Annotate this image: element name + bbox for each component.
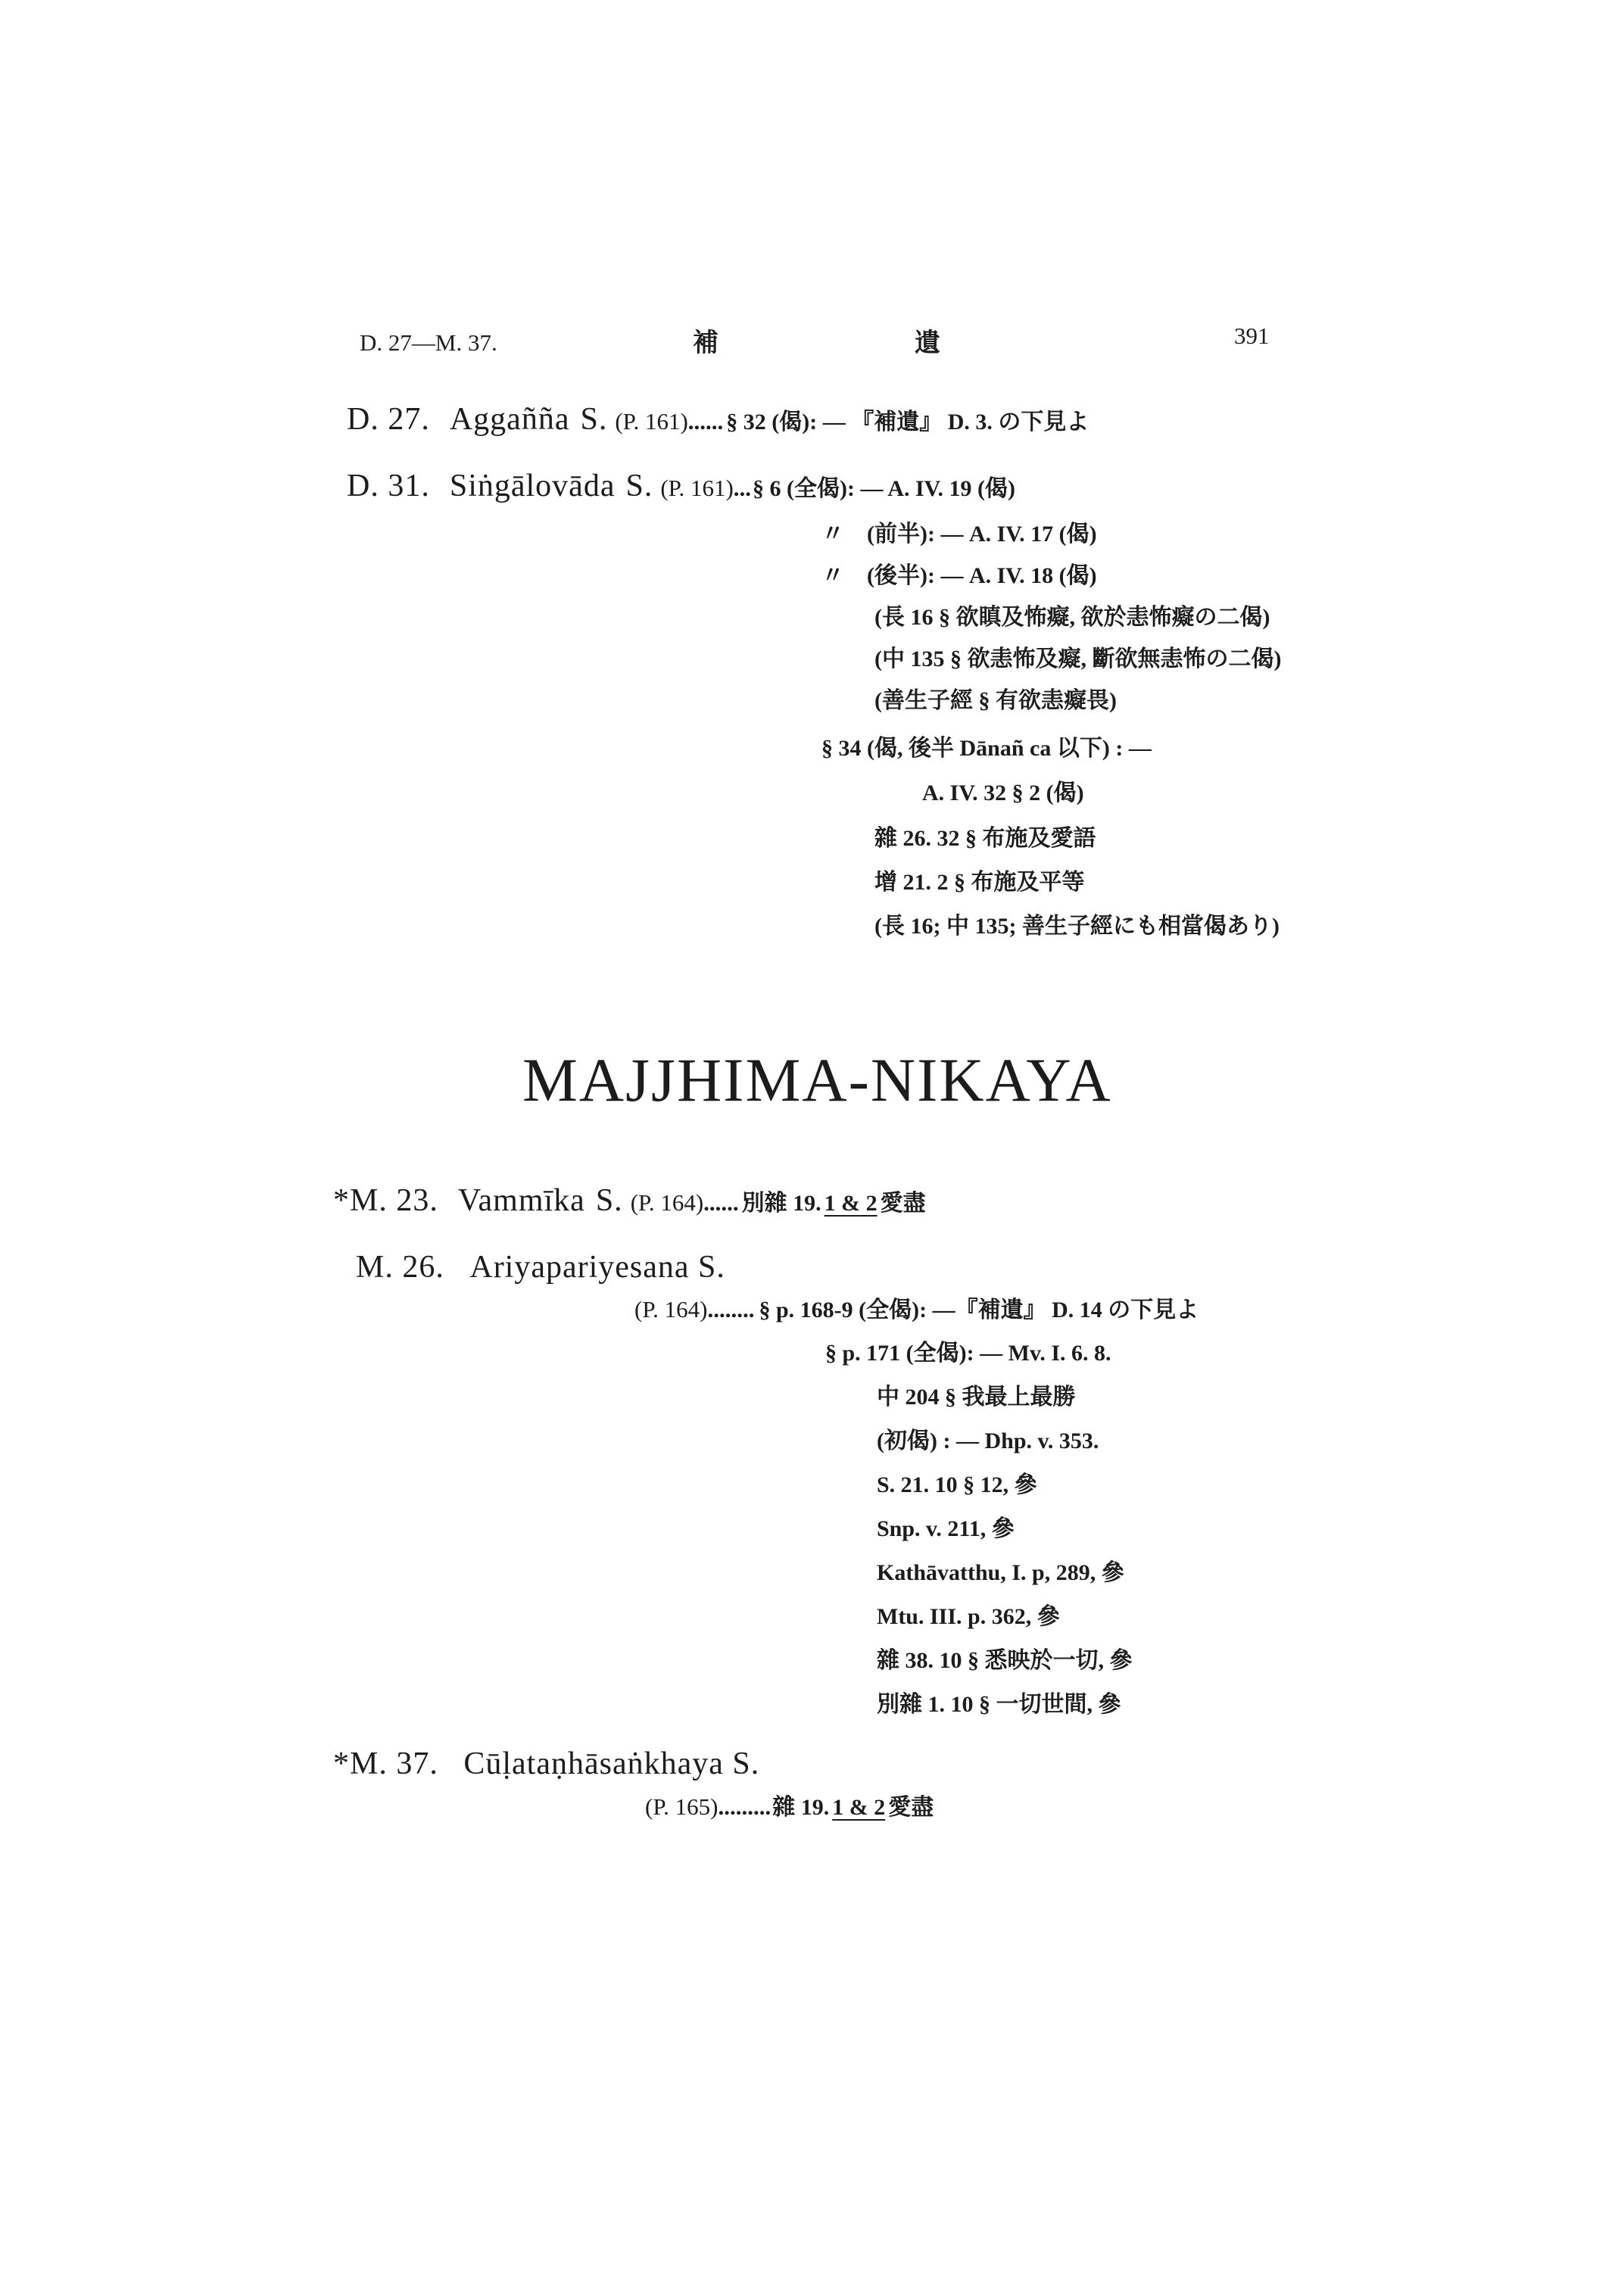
reference-line: (長 16 § 欲瞋及怖癡, 欲於恚怖癡の二偈) — [874, 605, 1270, 630]
leader-dots: ......... — [718, 1793, 771, 1820]
cross-reference: § 32 (偈): — 『補遺』 D. 3. の下見よ — [726, 410, 1089, 435]
reference-line: (長 16; 中 135; 善生子經にも相當偈あり) — [874, 914, 1280, 939]
entry-m26 — [356, 1249, 725, 1285]
section-title: MAJJHIMA-NIKAYA — [522, 1045, 1112, 1114]
reference-line: S. 21. 10 § 12, 參 — [877, 1472, 1037, 1497]
reference-underlined: 1 & 2 — [824, 1191, 877, 1216]
entry-title: Cūḷataṇhāsaṅkhaya S. — [463, 1746, 760, 1781]
entry-title: Vammīka — [457, 1183, 585, 1218]
reference-line: 雜 38. 10 § 悉映於一切, 參 — [877, 1648, 1133, 1673]
reference-prefix: 別雜 19. — [741, 1191, 821, 1216]
running-header-left: D. 27—M. 37. — [360, 329, 497, 356]
entry-number: *M. 37. — [333, 1746, 438, 1781]
leader-dots: ... — [733, 475, 752, 501]
reference-line: 中 204 § 我最上最勝 — [877, 1385, 1076, 1410]
reference-line: § 6 (全偈): — A. IV. 19 (偈) — [753, 476, 1015, 501]
entry-suffix: S. — [625, 469, 653, 503]
reference-underlined: 1 & 2 — [832, 1795, 886, 1820]
entry-d27 — [347, 401, 1089, 438]
page-reference: (P. 164) — [634, 1296, 708, 1323]
reference-line: 〃 (前半): — A. IV. 17 (偈) — [821, 522, 1097, 547]
entry-number: M. 26. — [356, 1250, 444, 1285]
reference-line: A. IV. 32 § 2 (偈) — [922, 780, 1084, 805]
page-reference: (P. 161) — [615, 408, 688, 435]
entry-m26-refs — [634, 1291, 1199, 1324]
reference-line: Mtu. III. p. 362, 參 — [877, 1604, 1060, 1629]
entry-suffix: S. — [595, 1183, 623, 1218]
running-header-title-2: 遺 — [915, 329, 940, 357]
page-number: 391 — [1234, 322, 1270, 349]
entry-title: Aggañña — [449, 402, 570, 437]
reference-line: § p. 168-9 (全偈): —『補遺』 D. 14 の下見よ — [759, 1298, 1199, 1323]
reference-line: 雜 26. 32 § 布施及愛語 — [874, 826, 1096, 851]
entry-m37-refs — [645, 1788, 934, 1821]
entry-number: D. 31. — [347, 469, 430, 503]
reference-line: 〃 (後半): — A. IV. 18 (偈) — [821, 563, 1097, 588]
reference-line: Kathāvatthu, I. p, 289, 參 — [877, 1560, 1124, 1585]
entry-number: D. 27. — [347, 402, 430, 437]
entry-title: Siṅgālovāda — [449, 469, 616, 503]
reference-line: § p. 171 (全偈): — Mv. I. 6. 8. — [825, 1341, 1111, 1366]
reference-line: (中 135 § 欲恚怖及癡, 斷欲無恚怖の二偈) — [874, 646, 1282, 671]
entry-d31 — [347, 468, 1015, 504]
reference-prefix: 雜 19. — [772, 1795, 830, 1820]
page-reference: (P. 161) — [660, 475, 734, 501]
entry-title: Ariyapariyesana S. — [469, 1250, 725, 1285]
reference-line: 別雜 1. 10 § 一切世間, 參 — [877, 1692, 1121, 1717]
page-reference: (P. 164) — [630, 1189, 704, 1216]
entry-m23 — [333, 1182, 926, 1219]
reference-line: (初偈) : — Dhp. v. 353. — [877, 1428, 1099, 1453]
reference-suffix: 愛盡 — [888, 1795, 934, 1820]
leader-dots: ...... — [687, 408, 724, 435]
entry-number: *M. 23. — [333, 1183, 438, 1218]
reference-line: § 34 (偈, 後半 Dānañ ca 以下) : — — [821, 736, 1152, 761]
running-header-title-1: 補 — [693, 329, 718, 357]
reference-line: Snp. v. 211, 參 — [877, 1516, 1015, 1541]
reference-suffix: 愛盡 — [880, 1191, 926, 1216]
leader-dots: ...... — [703, 1189, 739, 1216]
leader-dots: ........ — [707, 1296, 755, 1323]
reference-line: 增 21. 2 § 布施及平等 — [874, 870, 1085, 895]
page-reference: (P. 165) — [645, 1793, 718, 1820]
entry-m37 — [333, 1746, 759, 1782]
entry-suffix: S. — [580, 402, 608, 437]
reference-line: (善生子經 § 有欲恚癡畏) — [874, 688, 1117, 713]
